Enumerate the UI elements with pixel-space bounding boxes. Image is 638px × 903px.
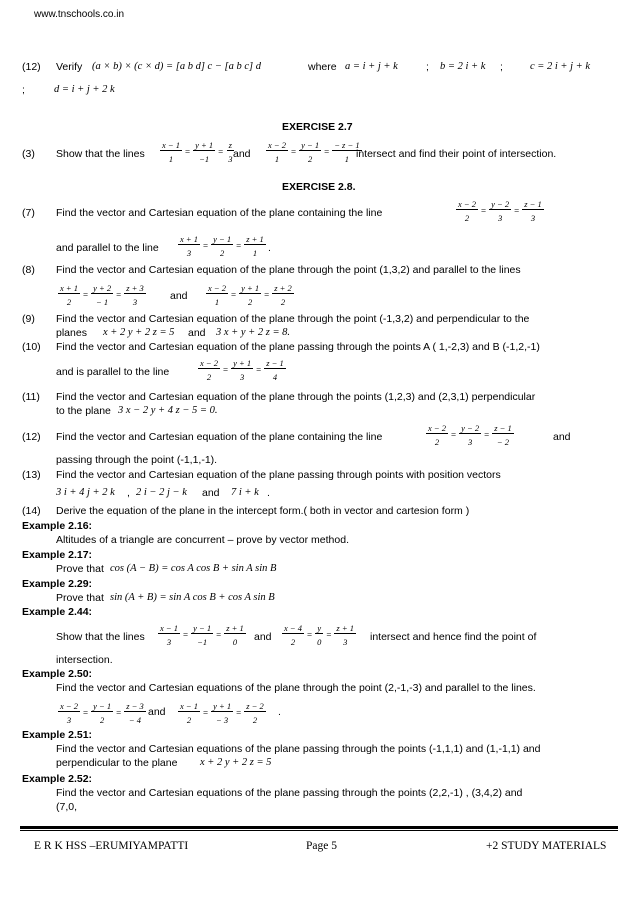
q12a-sep2: ;	[500, 61, 503, 73]
ex28-q13-and: and	[202, 487, 220, 499]
fraction-numerator: z − 1	[266, 358, 284, 368]
fraction-numerator: x + 1	[180, 234, 199, 244]
footer-page-number: Page 5	[306, 840, 337, 852]
equals-sign: =	[203, 241, 209, 251]
equals-sign: =	[83, 708, 89, 718]
fraction-denominator: −1	[199, 154, 210, 164]
ex28-q13-number: (13)	[22, 469, 41, 481]
fraction-numerator: y − 1	[93, 701, 112, 711]
fraction-numerator: y	[317, 623, 322, 633]
fraction-denominator: 0	[232, 637, 238, 647]
fraction-numerator: z	[228, 140, 232, 150]
fraction	[334, 623, 356, 647]
ex28-q12-text2: passing through the point (-1,1,-1).	[56, 454, 218, 466]
fraction-denominator: 3	[228, 154, 233, 164]
fraction-numerator: x − 1	[160, 623, 179, 633]
example-2-29-formula: sin (A + B) = sin A cos B + cos A sin B	[110, 592, 275, 603]
fraction	[211, 234, 233, 258]
fraction	[244, 701, 266, 725]
fraction-denominator: 3	[239, 372, 245, 382]
ex28-q9-text: Find the vector and Cartesian equation of the plane through the point (-1,3,2) and perpendicular to the	[56, 313, 530, 325]
ex28-q8-and: and	[170, 290, 188, 302]
fraction-denominator: 0	[317, 637, 322, 647]
fraction-denominator: 1	[252, 248, 258, 258]
fraction-denominator: 2	[464, 213, 470, 223]
example-2-50-line1	[58, 701, 146, 725]
equals-sign: =	[256, 365, 262, 375]
example-2-44-text: Show that the lines	[56, 631, 145, 643]
equals-sign: =	[218, 147, 224, 157]
example-2-50-end: .	[278, 706, 281, 718]
equals-sign: =	[231, 290, 237, 300]
example-2-51-plane: x + 2 y + 2 z = 5	[200, 757, 272, 768]
fraction	[198, 358, 220, 382]
q12a-def-c: c = 2 i + j + k	[530, 61, 591, 72]
fraction-numerator: x − 2	[458, 199, 477, 209]
fraction-numerator: x + 1	[60, 283, 79, 293]
ex28-q9-plane1: x + 2 y + 2 z = 5	[103, 327, 175, 338]
fraction	[315, 623, 323, 647]
ex28-q11-text: Find the vector and Cartesian equation of the plane through the points (1,2,3) and (2,3,1) perpendicular	[56, 391, 536, 403]
fraction-denominator: 1	[274, 154, 280, 164]
ex28-q13-vector1: 3 i + 4 j + 2 k	[56, 487, 115, 498]
fraction	[224, 623, 246, 647]
fraction	[91, 283, 113, 307]
fraction-numerator: y − 1	[301, 140, 320, 150]
fraction	[58, 701, 80, 725]
fraction-numerator: y − 1	[193, 623, 212, 633]
fraction	[124, 283, 146, 307]
equals-sign: =	[326, 630, 332, 640]
example-2-52-text: Find the vector and Cartesian equations of the plane passing through the points (2,2,-1) , (3,4,2) and	[56, 787, 523, 799]
ex28-q13-end: .	[267, 487, 270, 499]
ex28-q11-plane: 3 x − 2 y + 4 z − 5 = 0.	[118, 405, 218, 416]
fraction	[158, 623, 180, 647]
fraction-numerator: x − 2	[60, 701, 79, 711]
ex28-q9-plane2: 3 x + y + 2 z = 8.	[216, 327, 291, 338]
ex28-q8-number: (8)	[22, 264, 35, 276]
fraction	[492, 423, 514, 447]
fraction-denominator: 2	[247, 297, 253, 307]
q12a-verb: Verify	[56, 61, 83, 73]
fraction	[244, 234, 266, 258]
fraction-denominator: 1	[344, 154, 350, 164]
fraction-denominator: 3	[467, 437, 473, 447]
fraction-denominator: 2	[186, 715, 192, 725]
example-2-44-line1	[158, 623, 246, 647]
footer-rule-thin	[20, 830, 618, 831]
fraction-denominator: 2	[280, 297, 286, 307]
fraction-numerator: x − 2	[208, 283, 227, 293]
ex28-q12-and: and	[553, 431, 571, 443]
fraction-numerator: z + 1	[226, 623, 244, 633]
fraction	[91, 701, 113, 725]
fraction-numerator: y − 1	[213, 234, 232, 244]
fraction-denominator: 2	[290, 637, 296, 647]
fraction	[459, 423, 481, 447]
fraction	[58, 283, 80, 307]
q12a-def-a: a = i + j + k	[345, 61, 398, 72]
fraction-numerator: y + 2	[93, 283, 112, 293]
ex28-q8-line2	[206, 283, 294, 307]
ex28-q12-line1	[426, 423, 514, 447]
equals-sign: =	[484, 430, 490, 440]
equals-sign: =	[185, 147, 191, 157]
fraction	[282, 623, 304, 647]
fraction-denominator: 3	[186, 248, 192, 258]
equals-sign: =	[481, 206, 487, 216]
fraction-numerator: y + 1	[241, 283, 260, 293]
fraction-numerator: z − 1	[494, 423, 512, 433]
fraction	[522, 199, 544, 223]
fraction-denominator: 3	[530, 213, 536, 223]
fraction-denominator: − 4	[128, 715, 142, 725]
fraction	[489, 199, 511, 223]
example-2-16-text: Altitudes of a triangle are concurrent – prove by vector method.	[56, 534, 349, 546]
fraction-numerator: y + 1	[195, 140, 214, 150]
ex28-q10-text2: and is parallel to the line	[56, 366, 170, 378]
equals-sign: =	[236, 241, 242, 251]
fraction-numerator: x − 1	[162, 140, 181, 150]
example-2-50-text: Find the vector and Cartesian equations of the plane through the point (2,-1,-3) and parallel to the lines.	[56, 682, 536, 694]
example-2-17-formula: cos (A − B) = cos A cos B + sin A sin B	[110, 563, 277, 574]
equals-sign: =	[223, 365, 229, 375]
fraction-numerator: y + 1	[233, 358, 252, 368]
ex28-q7-text2: and parallel to the line	[56, 242, 159, 254]
fraction-denominator: 2	[252, 715, 258, 725]
fraction-denominator: 3	[343, 637, 348, 647]
example-2-50-and: and	[148, 706, 166, 718]
fraction-denominator: 2	[434, 437, 440, 447]
ex27-and: and	[233, 148, 251, 160]
fraction	[299, 140, 321, 164]
equals-sign: =	[264, 290, 270, 300]
fraction	[178, 234, 200, 258]
example-2-51-text: Find the vector and Cartesian equations of the plane passing through the points (-1,1,1) and (1,-1,1) and	[56, 743, 541, 755]
ex28-q9-and: and	[188, 327, 206, 339]
example-2-51-title: Example 2.51:	[22, 729, 93, 741]
ex28-q11-number: (11)	[22, 391, 40, 403]
fraction-numerator: z + 2	[274, 283, 292, 293]
ex28-q8-line1	[58, 283, 146, 307]
fraction-numerator: z − 2	[246, 701, 264, 711]
equals-sign: =	[203, 708, 209, 718]
fraction-denominator: 2	[66, 297, 72, 307]
ex28-q11-text2: to the plane	[56, 405, 111, 417]
fraction-numerator: y − 2	[461, 423, 480, 433]
fraction-numerator: z + 1	[246, 234, 264, 244]
fraction-denominator: 3	[497, 213, 503, 223]
fraction-numerator: z − 3	[126, 701, 144, 711]
footer-rule-thick	[20, 826, 618, 829]
example-2-44-and: and	[254, 631, 272, 643]
ex27-line2	[266, 140, 362, 164]
equals-sign: =	[236, 708, 242, 718]
q12a-sep1: ;	[426, 61, 429, 73]
footer-title: +2 STUDY MATERIALS	[486, 840, 607, 852]
fraction	[178, 701, 200, 725]
fraction-numerator: x − 2	[200, 358, 219, 368]
fraction	[272, 283, 294, 307]
fraction	[206, 283, 228, 307]
fraction-numerator: y + 1	[213, 701, 232, 711]
fraction-denominator: 2	[99, 715, 105, 725]
q12a-number: (12)	[22, 61, 41, 73]
example-2-44-line2	[282, 623, 356, 647]
fraction-denominator: 3	[132, 297, 138, 307]
ex27-q3-text2: intersect and find their point of intersection.	[356, 148, 557, 160]
equals-sign: =	[216, 630, 222, 640]
fraction-numerator: z + 1	[336, 623, 354, 633]
fraction	[211, 701, 233, 725]
ex28-q7-line2	[178, 234, 266, 258]
ex28-q9-text2: planes	[56, 327, 87, 339]
ex28-q7-text: Find the vector and Cartesian equation of the plane containing the line	[56, 207, 383, 219]
ex28-q12-text: Find the vector and Cartesian equation of the plane containing the line	[56, 431, 383, 443]
fraction-numerator: x − 4	[284, 623, 303, 633]
example-2-50-line2	[178, 701, 266, 725]
ex28-q12-number: (12)	[22, 431, 41, 443]
fraction-denominator: 2	[219, 248, 225, 258]
fraction	[239, 283, 261, 307]
fraction	[266, 140, 288, 164]
fraction	[264, 358, 286, 382]
fraction-numerator: − z − 1	[334, 140, 360, 150]
exercise-2-7-heading: EXERCISE 2.7	[282, 121, 353, 133]
ex28-q10-line1	[198, 358, 286, 382]
example-2-44-text3: intersection.	[56, 654, 113, 666]
ex27-q3-number: (3)	[22, 148, 35, 160]
footer-school: E R K HSS –ERUMIYAMPATTI	[34, 840, 189, 852]
fraction-denominator: 3	[166, 637, 172, 647]
q12a-sep3: ;	[22, 84, 25, 96]
fraction-denominator: −1	[197, 637, 208, 647]
equals-sign: =	[451, 430, 457, 440]
fraction-denominator: − 3	[216, 715, 229, 725]
ex27-line1	[160, 140, 234, 164]
fraction-numerator: z + 3	[126, 283, 144, 293]
fraction	[191, 623, 213, 647]
equals-sign: =	[183, 630, 189, 640]
fraction-denominator: 1	[168, 154, 174, 164]
exercise-2-8-heading: EXERCISE 2.8.	[282, 181, 356, 193]
equals-sign: =	[116, 290, 122, 300]
fraction-denominator: 2	[307, 154, 313, 164]
ex27-q3-text: Show that the lines	[56, 148, 145, 160]
fraction-denominator: − 1	[96, 297, 109, 307]
equals-sign: =	[514, 206, 520, 216]
fraction-denominator: 2	[206, 372, 212, 382]
equals-sign: =	[324, 147, 330, 157]
fraction-numerator: x − 2	[428, 423, 447, 433]
example-2-17-text: Prove that	[56, 563, 104, 575]
fraction	[426, 423, 448, 447]
fraction-denominator: 1	[214, 297, 220, 307]
fraction	[160, 140, 182, 164]
equals-sign: =	[116, 708, 122, 718]
ex28-q14-text: Derive the equation of the plane in the intercept form.( both in vector and cartesion form )	[56, 505, 470, 517]
ex28-q7-line1	[456, 199, 544, 223]
ex28-q9-number: (9)	[22, 313, 35, 325]
q12a-where: where	[308, 61, 337, 73]
ex28-q10-text: Find the vector and Cartesian equation of the plane passing through the points A ( 1,-2,3) and B (-1,2,-1)	[56, 341, 540, 353]
ex28-q7-end: .	[268, 242, 271, 254]
fraction-denominator: − 2	[496, 437, 510, 447]
equals-sign: =	[307, 630, 313, 640]
fraction-denominator: 4	[272, 372, 278, 382]
ex28-q10-number: (10)	[22, 341, 41, 353]
ex28-q7-number: (7)	[22, 207, 35, 219]
fraction-numerator: x − 2	[268, 140, 287, 150]
example-2-17-title: Example 2.17:	[22, 549, 93, 561]
example-2-44-text2: intersect and hence find the point of	[370, 631, 537, 643]
fraction	[231, 358, 253, 382]
example-2-52-title: Example 2.52:	[22, 773, 93, 785]
ex28-q13-vector2: 2 i − 2 j − k	[136, 487, 187, 498]
ex28-q13-text: Find the vector and Cartesian equation of the plane passing through points with position vectors	[56, 469, 501, 481]
ex28-q13-sep: ,	[127, 487, 130, 499]
q12a-def-b: b = 2 i + k	[440, 61, 486, 72]
fraction-numerator: y − 2	[491, 199, 510, 209]
ex28-q8-text: Find the vector and Cartesian equation of the plane through the point (1,3,2) and parallel to the lines	[56, 264, 521, 276]
example-2-16-title: Example 2.16:	[22, 520, 93, 532]
ex28-q14-number: (14)	[22, 505, 41, 517]
example-2-29-title: Example 2.29:	[22, 578, 93, 590]
ex28-q13-vector3: 7 i + k	[231, 487, 259, 498]
example-2-29-text: Prove that	[56, 592, 104, 604]
fraction	[193, 140, 215, 164]
fraction-denominator: 3	[66, 715, 72, 725]
equals-sign: =	[83, 290, 89, 300]
example-2-52-text2: (7,0,	[56, 801, 78, 813]
q12a-def-d: d = i + j + 2 k	[54, 84, 115, 95]
fraction	[124, 701, 146, 725]
equals-sign: =	[291, 147, 297, 157]
example-2-51-text2: perpendicular to the plane	[56, 757, 178, 769]
example-2-44-title: Example 2.44:	[22, 606, 93, 618]
fraction-numerator: z − 1	[524, 199, 542, 209]
fraction	[456, 199, 478, 223]
fraction-numerator: x − 1	[180, 701, 199, 711]
example-2-50-title: Example 2.50:	[22, 668, 93, 680]
header-url: www.tnschools.co.in	[34, 9, 125, 20]
q12a-formula: (a × b) × (c × d) = [a b d] c − [a b c] d	[92, 61, 261, 72]
